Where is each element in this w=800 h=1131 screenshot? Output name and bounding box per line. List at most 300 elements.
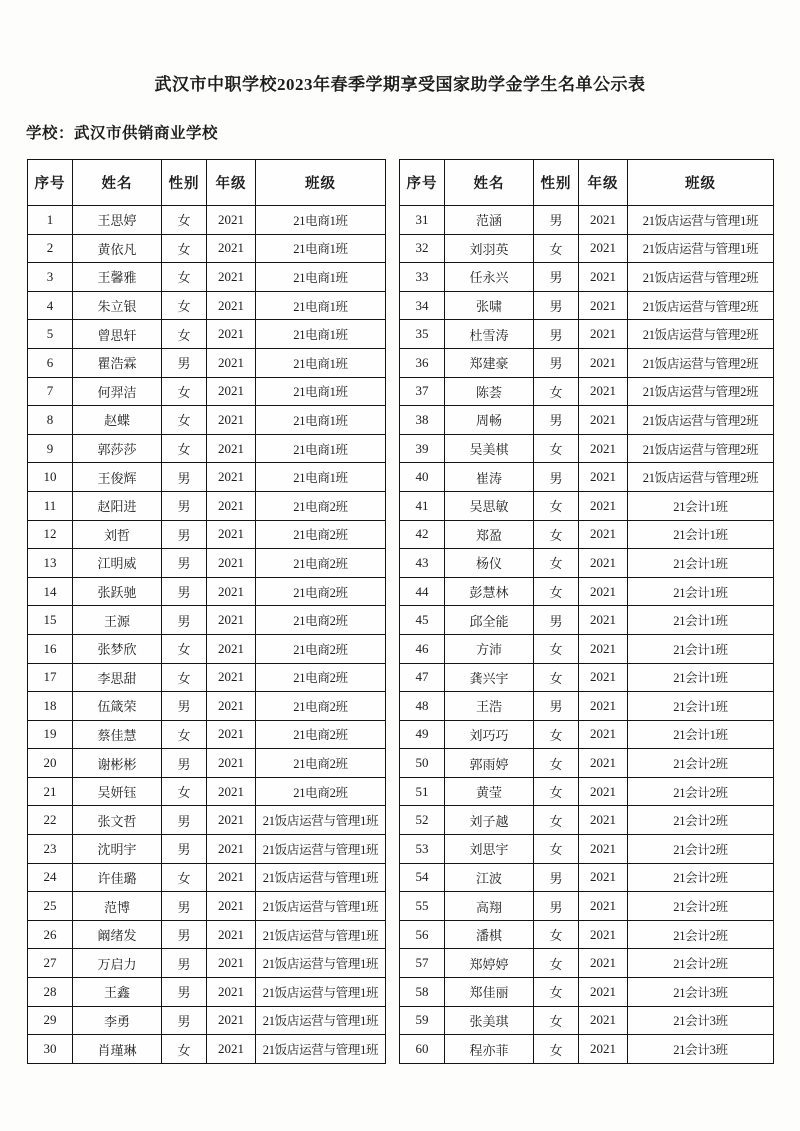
table-row — [28, 777, 386, 806]
cell-name: 阚绪发 — [73, 920, 162, 949]
cell-index: 29 — [28, 1006, 73, 1035]
cell-index: 25 — [28, 892, 73, 921]
table-row — [28, 520, 386, 549]
table-row — [28, 549, 386, 578]
cell-name: 刘思宇 — [445, 835, 534, 864]
table-row — [400, 949, 774, 978]
cell-gender: 男 — [162, 920, 207, 949]
cell-index: 46 — [400, 634, 445, 663]
table-row — [400, 920, 774, 949]
cell-class: 21电商2班 — [256, 606, 386, 635]
cell-class: 21会计1班 — [628, 577, 774, 606]
table-row — [28, 377, 386, 406]
cell-index: 56 — [400, 920, 445, 949]
cell-gender: 女 — [534, 549, 579, 578]
header-name: 姓名 — [445, 160, 534, 206]
table-row — [400, 1006, 774, 1035]
cell-grade: 2021 — [579, 892, 628, 921]
cell-class: 21饭店运营与管理1班 — [256, 806, 386, 835]
cell-class: 21电商1班 — [256, 377, 386, 406]
cell-index: 21 — [28, 777, 73, 806]
table-row — [28, 291, 386, 320]
table-row — [400, 463, 774, 492]
cell-gender: 女 — [162, 377, 207, 406]
cell-index: 31 — [400, 206, 445, 235]
cell-grade: 2021 — [207, 949, 256, 978]
cell-grade: 2021 — [207, 606, 256, 635]
cell-index: 3 — [28, 263, 73, 292]
cell-index: 11 — [28, 491, 73, 520]
cell-class: 21电商2班 — [256, 720, 386, 749]
cell-gender: 女 — [534, 777, 579, 806]
cell-index: 57 — [400, 949, 445, 978]
cell-index: 33 — [400, 263, 445, 292]
header-gender: 性别 — [534, 160, 579, 206]
cell-class: 21会计2班 — [628, 749, 774, 778]
cell-class: 21饭店运营与管理1班 — [628, 234, 774, 263]
cell-class: 21电商1班 — [256, 320, 386, 349]
cell-name: 瞿浩霖 — [73, 348, 162, 377]
cell-class: 21电商2班 — [256, 749, 386, 778]
cell-index: 49 — [400, 720, 445, 749]
cell-class: 21电商1班 — [256, 434, 386, 463]
cell-name: 江波 — [445, 863, 534, 892]
cell-class: 21饭店运营与管理2班 — [628, 377, 774, 406]
cell-class: 21电商1班 — [256, 348, 386, 377]
cell-grade: 2021 — [579, 491, 628, 520]
cell-gender: 男 — [162, 1006, 207, 1035]
cell-gender: 女 — [162, 406, 207, 435]
cell-gender: 女 — [162, 320, 207, 349]
cell-gender: 女 — [534, 749, 579, 778]
cell-gender: 女 — [162, 234, 207, 263]
table-row — [28, 835, 386, 864]
table-row — [28, 949, 386, 978]
table-row — [400, 777, 774, 806]
cell-index: 19 — [28, 720, 73, 749]
cell-class: 21饭店运营与管理2班 — [628, 291, 774, 320]
cell-gender: 女 — [534, 835, 579, 864]
table-row — [28, 1035, 386, 1064]
cell-name: 杨仪 — [445, 549, 534, 578]
cell-index: 26 — [28, 920, 73, 949]
table-row — [400, 520, 774, 549]
cell-class: 21饭店运营与管理1班 — [256, 920, 386, 949]
cell-index: 47 — [400, 663, 445, 692]
cell-class: 21饭店运营与管理1班 — [256, 835, 386, 864]
page-title: 武汉市中职学校2023年春季学期享受国家助学金学生名单公示表 — [154, 75, 646, 94]
table-row — [400, 892, 774, 921]
table-header-row — [400, 160, 774, 206]
cell-grade: 2021 — [579, 692, 628, 721]
cell-index: 41 — [400, 491, 445, 520]
cell-class: 21饭店运营与管理1班 — [256, 978, 386, 1007]
cell-class: 21会计1班 — [628, 549, 774, 578]
cell-grade: 2021 — [579, 377, 628, 406]
cell-index: 40 — [400, 463, 445, 492]
cell-class: 21会计2班 — [628, 920, 774, 949]
cell-name: 王思婷 — [73, 206, 162, 235]
cell-grade: 2021 — [579, 634, 628, 663]
table-header-row — [28, 160, 386, 206]
cell-index: 60 — [400, 1035, 445, 1064]
cell-class: 21饭店运营与管理2班 — [628, 263, 774, 292]
cell-grade: 2021 — [579, 777, 628, 806]
student-table-right — [399, 159, 774, 1064]
cell-name: 周畅 — [445, 406, 534, 435]
cell-name: 任永兴 — [445, 263, 534, 292]
cell-index: 5 — [28, 320, 73, 349]
cell-gender: 女 — [534, 577, 579, 606]
cell-index: 10 — [28, 463, 73, 492]
cell-gender: 男 — [162, 549, 207, 578]
cell-name: 许佳璐 — [73, 863, 162, 892]
header-class: 班级 — [628, 160, 774, 206]
cell-index: 16 — [28, 634, 73, 663]
table-row — [400, 720, 774, 749]
cell-grade: 2021 — [207, 406, 256, 435]
table-row — [28, 720, 386, 749]
cell-gender: 女 — [534, 634, 579, 663]
cell-gender: 男 — [162, 978, 207, 1007]
cell-name: 范涵 — [445, 206, 534, 235]
cell-grade: 2021 — [207, 663, 256, 692]
table-row — [400, 320, 774, 349]
cell-grade: 2021 — [579, 1006, 628, 1035]
cell-name: 张美琪 — [445, 1006, 534, 1035]
table-row — [400, 863, 774, 892]
cell-grade: 2021 — [579, 320, 628, 349]
table-row — [28, 234, 386, 263]
cell-name: 谢彬彬 — [73, 749, 162, 778]
cell-class: 21会计2班 — [628, 835, 774, 864]
cell-name: 崔涛 — [445, 463, 534, 492]
cell-name: 吴美棋 — [445, 434, 534, 463]
cell-gender: 女 — [162, 291, 207, 320]
cell-class: 21电商1班 — [256, 263, 386, 292]
cell-name: 王鑫 — [73, 978, 162, 1007]
cell-gender: 女 — [534, 920, 579, 949]
cell-class: 21电商1班 — [256, 406, 386, 435]
cell-name: 李勇 — [73, 1006, 162, 1035]
cell-name: 张啸 — [445, 291, 534, 320]
cell-name: 万启力 — [73, 949, 162, 978]
cell-grade: 2021 — [579, 949, 628, 978]
cell-index: 4 — [28, 291, 73, 320]
cell-index: 15 — [28, 606, 73, 635]
table-row — [400, 806, 774, 835]
header-grade: 年级 — [579, 160, 628, 206]
cell-index: 9 — [28, 434, 73, 463]
table-row — [28, 920, 386, 949]
cell-grade: 2021 — [207, 434, 256, 463]
table-row — [400, 291, 774, 320]
cell-name: 程亦菲 — [445, 1035, 534, 1064]
cell-grade: 2021 — [207, 348, 256, 377]
cell-grade: 2021 — [579, 463, 628, 492]
cell-name: 郑婷婷 — [445, 949, 534, 978]
cell-grade: 2021 — [579, 720, 628, 749]
cell-class: 21饭店运营与管理2班 — [628, 348, 774, 377]
tables-container — [27, 159, 774, 1064]
cell-name: 朱立银 — [73, 291, 162, 320]
table-row — [400, 634, 774, 663]
cell-name: 刘羽英 — [445, 234, 534, 263]
cell-name: 张文哲 — [73, 806, 162, 835]
cell-class: 21会计3班 — [628, 1006, 774, 1035]
cell-name: 吴妍钰 — [73, 777, 162, 806]
cell-grade: 2021 — [579, 234, 628, 263]
table-row — [400, 348, 774, 377]
cell-gender: 男 — [162, 491, 207, 520]
header-grade: 年级 — [207, 160, 256, 206]
cell-class: 21会计1班 — [628, 606, 774, 635]
cell-index: 27 — [28, 949, 73, 978]
cell-name: 江明威 — [73, 549, 162, 578]
cell-name: 李思甜 — [73, 663, 162, 692]
cell-gender: 女 — [162, 434, 207, 463]
table-row — [400, 377, 774, 406]
cell-gender: 男 — [162, 606, 207, 635]
cell-grade: 2021 — [207, 863, 256, 892]
table-row — [28, 749, 386, 778]
cell-class: 21电商2班 — [256, 520, 386, 549]
cell-gender: 女 — [162, 863, 207, 892]
cell-index: 55 — [400, 892, 445, 921]
cell-name: 王源 — [73, 606, 162, 635]
table-row — [400, 206, 774, 235]
cell-index: 51 — [400, 777, 445, 806]
cell-class: 21会计2班 — [628, 777, 774, 806]
table-row — [28, 634, 386, 663]
cell-grade: 2021 — [579, 520, 628, 549]
cell-index: 6 — [28, 348, 73, 377]
cell-name: 曾思轩 — [73, 320, 162, 349]
cell-gender: 男 — [162, 348, 207, 377]
table-row — [400, 434, 774, 463]
cell-gender: 女 — [162, 206, 207, 235]
header-index: 序号 — [28, 160, 73, 206]
cell-class: 21电商1班 — [256, 234, 386, 263]
cell-name: 肖瑾琳 — [73, 1035, 162, 1064]
cell-grade: 2021 — [579, 835, 628, 864]
table-row — [400, 692, 774, 721]
cell-gender: 女 — [534, 520, 579, 549]
table-row — [400, 1035, 774, 1064]
cell-gender: 男 — [162, 835, 207, 864]
cell-name: 邱全能 — [445, 606, 534, 635]
cell-gender: 女 — [534, 720, 579, 749]
cell-index: 7 — [28, 377, 73, 406]
cell-gender: 女 — [534, 1035, 579, 1064]
cell-class: 21电商2班 — [256, 549, 386, 578]
cell-gender: 女 — [534, 377, 579, 406]
cell-grade: 2021 — [207, 920, 256, 949]
header-gender: 性别 — [162, 160, 207, 206]
cell-grade: 2021 — [207, 291, 256, 320]
cell-name: 郑盈 — [445, 520, 534, 549]
cell-class: 21电商2班 — [256, 777, 386, 806]
cell-gender: 男 — [534, 863, 579, 892]
student-table-left — [27, 159, 386, 1064]
cell-grade: 2021 — [579, 434, 628, 463]
cell-gender: 男 — [162, 892, 207, 921]
cell-name: 张跃驰 — [73, 577, 162, 606]
cell-name: 郑佳丽 — [445, 978, 534, 1007]
header-name: 姓名 — [73, 160, 162, 206]
cell-index: 36 — [400, 348, 445, 377]
cell-index: 44 — [400, 577, 445, 606]
cell-grade: 2021 — [207, 692, 256, 721]
table-row — [400, 263, 774, 292]
table-row — [400, 577, 774, 606]
cell-gender: 男 — [534, 892, 579, 921]
cell-gender: 男 — [162, 463, 207, 492]
cell-name: 赵阳进 — [73, 491, 162, 520]
table-row — [28, 491, 386, 520]
cell-name: 高翔 — [445, 892, 534, 921]
table-row — [28, 892, 386, 921]
cell-class: 21会计2班 — [628, 892, 774, 921]
cell-index: 12 — [28, 520, 73, 549]
cell-name: 伍箴荣 — [73, 692, 162, 721]
cell-gender: 男 — [162, 749, 207, 778]
cell-grade: 2021 — [579, 263, 628, 292]
cell-class: 21会计2班 — [628, 863, 774, 892]
cell-class: 21饭店运营与管理1班 — [256, 863, 386, 892]
cell-grade: 2021 — [579, 978, 628, 1007]
cell-gender: 女 — [534, 491, 579, 520]
cell-class: 21电商2班 — [256, 663, 386, 692]
cell-class: 21电商1班 — [256, 291, 386, 320]
cell-index: 37 — [400, 377, 445, 406]
table-row — [28, 1006, 386, 1035]
cell-grade: 2021 — [207, 634, 256, 663]
table-row — [28, 606, 386, 635]
table-row — [28, 434, 386, 463]
cell-grade: 2021 — [579, 749, 628, 778]
cell-name: 沈明宇 — [73, 835, 162, 864]
cell-name: 吴思敏 — [445, 491, 534, 520]
cell-class: 21会计1班 — [628, 692, 774, 721]
cell-name: 赵蝶 — [73, 406, 162, 435]
cell-gender: 男 — [162, 692, 207, 721]
cell-grade: 2021 — [207, 835, 256, 864]
cell-class: 21饭店运营与管理2班 — [628, 320, 774, 349]
cell-index: 30 — [28, 1035, 73, 1064]
table-row — [28, 263, 386, 292]
table-row — [28, 692, 386, 721]
table-row — [400, 606, 774, 635]
table-row — [28, 463, 386, 492]
cell-class: 21会计1班 — [628, 720, 774, 749]
cell-index: 1 — [28, 206, 73, 235]
table-row — [400, 835, 774, 864]
cell-name: 黄依凡 — [73, 234, 162, 263]
cell-class: 21饭店运营与管理2班 — [628, 406, 774, 435]
cell-gender: 男 — [534, 606, 579, 635]
cell-grade: 2021 — [579, 291, 628, 320]
cell-index: 58 — [400, 978, 445, 1007]
cell-gender: 女 — [534, 434, 579, 463]
table-row — [28, 320, 386, 349]
cell-grade: 2021 — [579, 920, 628, 949]
cell-gender: 女 — [534, 663, 579, 692]
table-row — [28, 577, 386, 606]
cell-class: 21会计2班 — [628, 949, 774, 978]
cell-grade: 2021 — [207, 463, 256, 492]
cell-index: 28 — [28, 978, 73, 1007]
cell-grade: 2021 — [207, 491, 256, 520]
cell-class: 21会计2班 — [628, 806, 774, 835]
cell-class: 21电商2班 — [256, 491, 386, 520]
cell-name: 陈荟 — [445, 377, 534, 406]
cell-grade: 2021 — [207, 206, 256, 235]
table-row — [28, 663, 386, 692]
cell-name: 蔡佳慧 — [73, 720, 162, 749]
cell-name: 彭慧林 — [445, 577, 534, 606]
cell-name: 王俊辉 — [73, 463, 162, 492]
cell-name: 张梦欣 — [73, 634, 162, 663]
cell-grade: 2021 — [207, 520, 256, 549]
cell-gender: 女 — [534, 1006, 579, 1035]
cell-index: 50 — [400, 749, 445, 778]
cell-gender: 男 — [162, 949, 207, 978]
cell-index: 34 — [400, 291, 445, 320]
cell-grade: 2021 — [207, 777, 256, 806]
cell-name: 郭莎莎 — [73, 434, 162, 463]
cell-class: 21会计3班 — [628, 978, 774, 1007]
school-name-line: 学校：武汉市供销商业学校 — [26, 125, 219, 142]
cell-class: 21电商2班 — [256, 692, 386, 721]
cell-index: 14 — [28, 577, 73, 606]
cell-class: 21饭店运营与管理1班 — [628, 206, 774, 235]
cell-class: 21会计1班 — [628, 663, 774, 692]
cell-grade: 2021 — [579, 863, 628, 892]
table-row — [400, 491, 774, 520]
cell-name: 方沛 — [445, 634, 534, 663]
table-row — [28, 406, 386, 435]
table-row — [400, 234, 774, 263]
cell-index: 59 — [400, 1006, 445, 1035]
cell-gender: 男 — [162, 520, 207, 549]
table-row — [28, 206, 386, 235]
cell-class: 21饭店运营与管理1班 — [256, 892, 386, 921]
cell-index: 32 — [400, 234, 445, 263]
cell-index: 13 — [28, 549, 73, 578]
cell-index: 54 — [400, 863, 445, 892]
cell-index: 24 — [28, 863, 73, 892]
cell-gender: 男 — [162, 577, 207, 606]
cell-grade: 2021 — [579, 806, 628, 835]
cell-class: 21电商1班 — [256, 206, 386, 235]
cell-index: 53 — [400, 835, 445, 864]
cell-index: 23 — [28, 835, 73, 864]
cell-name: 刘哲 — [73, 520, 162, 549]
cell-class: 21饭店运营与管理1班 — [256, 949, 386, 978]
cell-gender: 男 — [534, 291, 579, 320]
cell-class: 21电商2班 — [256, 577, 386, 606]
table-row — [28, 863, 386, 892]
cell-grade: 2021 — [207, 892, 256, 921]
cell-class: 21电商1班 — [256, 463, 386, 492]
cell-gender: 男 — [534, 320, 579, 349]
cell-class: 21饭店运营与管理2班 — [628, 434, 774, 463]
cell-grade: 2021 — [207, 1006, 256, 1035]
cell-class: 21饭店运营与管理1班 — [256, 1035, 386, 1064]
cell-name: 王浩 — [445, 692, 534, 721]
cell-index: 35 — [400, 320, 445, 349]
